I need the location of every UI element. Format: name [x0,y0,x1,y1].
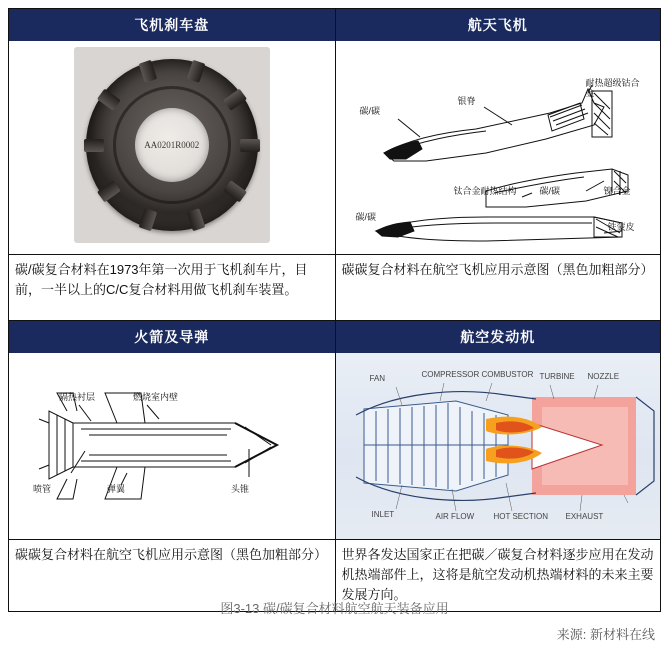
shuttle-label-nickel-alloy: 镍合金 [603,186,631,196]
jet-engine-diagram [336,353,661,539]
engine-callout: COMBUSTOR [481,370,534,379]
missile-label-nose-cone: 头锥 [231,484,250,494]
panel-caption-rocket-missile: 碳碳复合材料在航空飞机应用示意图（黑色加粗部分） [9,539,335,595]
panel-header-rocket-missile: 火箭及导弹 [9,321,335,353]
missile-label-insulation-liner: 隔热衬层 [59,392,96,402]
figure-grid [8,8,661,612]
missile-diagram [9,353,335,539]
engine-callout: INLET [371,510,395,519]
panel-header-brake-disc: 飞机刹车盘 [9,9,335,41]
missile-label-fin: 弹翼 [107,484,126,494]
engine-callout: TURBINE [539,372,575,381]
shuttle-label-silver-ridge: 银脊 [457,96,476,106]
missile-label-combustion-chamber-wall: 燃烧室内壁 [133,392,179,402]
engine-callout: COMPRESSOR [421,370,480,379]
shuttle-label-superalloy: 耐热超级钴合金 [585,78,640,98]
panel-caption-brake-disc: 碳/碳复合材料在1973年第一次用于飞机刹车片，目前，一半以上的C/C复合材料用做飞机刹车装置。 [9,254,335,320]
shuttle-label-carbon-carbon-1: 碳/碳 [359,106,381,116]
engine-callout: AIR FLOW [435,512,475,521]
figure-source: 来源: 新材料在线 [556,627,655,642]
brake-disc-part-number: AA0201R0002 [144,140,200,150]
missile-line-art [9,353,335,539]
shuttle-label-carbon-carbon-3: 碳/碳 [355,212,377,222]
brake-disc-lug [240,139,260,152]
space-shuttle-diagram [336,41,661,254]
figure-title: 图3-13 碳/碳复合材料航空航天装备应用 [220,601,449,616]
engine-callout: NOZZLE [587,372,620,381]
panel-caption-aero-engine: 世界各发达国家正在把碳／碳复合材料逐步应用在发动机热端部件上，这将是航空发动机热端材料的未来主要发展方向。 [336,539,661,611]
engine-callout: EXHAUST [565,512,604,521]
brake-disc-photo [9,41,335,254]
panel-header-aero-engine: 航空发动机 [336,321,661,353]
shuttle-label-titanium-structure: 钛合金耐热结构 [453,186,517,196]
missile-label-nozzle: 喷管 [33,484,52,494]
panel-aero-engine [335,320,662,612]
engine-callout: HOT SECTION [493,512,549,521]
panel-header-space-shuttle: 航天飞机 [336,9,661,41]
engine-callout: FAN [369,374,386,383]
shuttle-label-carbon-carbon-2: 碳/碳 [539,186,561,196]
panel-space-shuttle [335,8,662,320]
panel-caption-space-shuttle: 碳碳复合材料在航空飞机应用示意图（黑色加粗部分） [336,254,661,320]
brake-disc-lug [84,139,104,152]
brake-photo-frame [74,47,270,243]
shuttle-label-iron-skin: 铁蒙皮 [607,222,635,232]
panel-aircraft-brake-disc [8,8,335,320]
panel-rocket-missile [8,320,335,612]
